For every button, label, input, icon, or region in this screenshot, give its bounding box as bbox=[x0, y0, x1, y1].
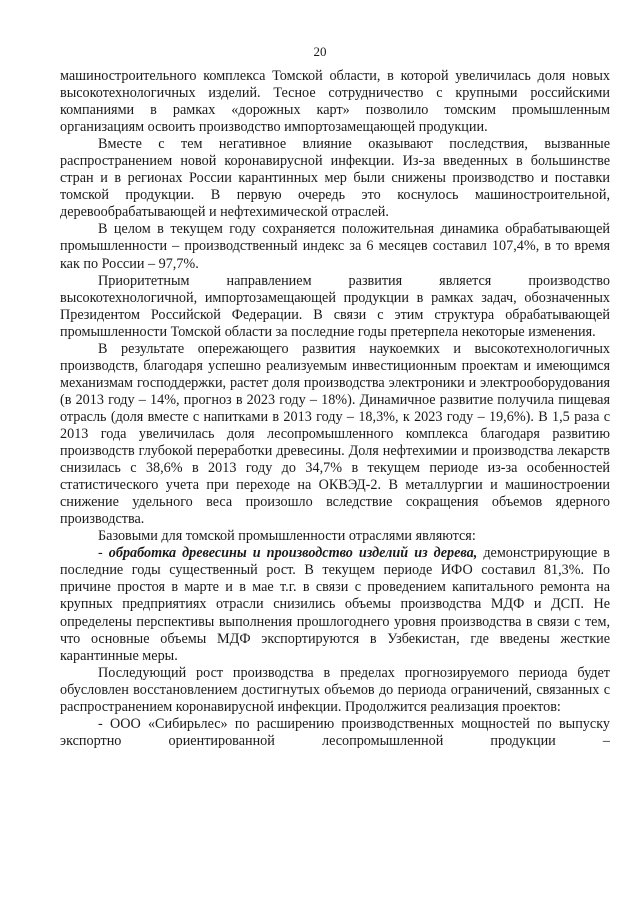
list-item-wood-processing bbox=[60, 545, 610, 664]
paragraph-priority-direction: Приоритетным направлением развития является производство высокотехнологичной, импортозамещающей продукции в рамках задач, обозначенных Президентом Российской Федерации. В связи с этим структура обрабатывающей промышленности Томской области за последние годы претерпела некоторые изменения. bbox=[60, 272, 610, 340]
paragraph-future-growth: Последующий рост производства в пределах прогнозируемого периода будет обусловлен восстановлением достигнутых объемов до периода ограничений, связанных с распространением коронавирусной инфекции. Продолжится реализация проектов: bbox=[60, 664, 610, 715]
list-item-title: обработка древесины и производство изделий из дерева, bbox=[108, 545, 478, 562]
document-body bbox=[60, 68, 610, 750]
paragraph-continued: машиностроительного комплекса Томской области, в которой увеличилась доля новых высокотехнологичных изделий. Тесное сотрудничество с крупными российскими компаниями в рамках «дорожных карт» позволило томским промышленным организациям освоить производство импортозамещающей продукции. bbox=[60, 68, 610, 136]
paragraph-coronavirus-impact: Вместе с тем негативное влияние оказывают последствия, вызванные распространением новой коронавирусной инфекции. Из-за введенных в большинстве стран и в регионах России карантинных мер были снижены производство и поставки томской продукции. В первую очередь это коснулось машиностроительной, деревообрабатывающей и нефтехимической отраслей. bbox=[60, 136, 610, 221]
paragraph-production-index: В целом в текущем году сохраняется положительная динамика обрабатывающей промышленности – производственный индекс за 6 месяцев составил 107,4%, в то время как по России – 97,7%. bbox=[60, 221, 610, 272]
page-number: 20 bbox=[313, 44, 327, 59]
list-item-sibirles: - ООО «Сибирьлес» по расширению производственных мощностей по выпуску экспортно ориентированной лесопромышленной продукции – bbox=[60, 715, 610, 749]
paragraph-industry-structure: В результате опережающего развития наукоемких и высокотехнологичных производств, благодаря успешно реализуемым инвестиционным проектам и имеющимся механизмам господдержки, растет доля производства электроники и электрооборудования (в 2013 году – 14%, прогноз в 2023 году – 18%). Динамичное развитие получила пищевая отрасль (доля вместе с напитками в 2013 году – 18,3%, к 2023 году – 19,6%). В 1,5 раза с 2013 года увеличилась доля лесопромышленного комплекса благодаря развитию производств глубокой переработки древесины. Доля нефтехимии и производства лекарств снизилась с 38,6% в 2013 году до 34,7% в текущем периоде из-за особенностей статистического учета при переходе на ОКВЭД-2. В металлургии и машиностроении снижение удельного веса произошло вследствие сокращения объемов ядерного производства. bbox=[60, 340, 610, 528]
paragraph-base-industries: Базовыми для томской промышленности отраслями являются: bbox=[98, 528, 476, 545]
list-dash: - bbox=[98, 545, 109, 562]
list-item-text: демонстрирующие в последние годы существенный рост. В текущем периоде ИФО составил 81,3%. По причине простоя в марте и в мае т.г. в связи с проведением капитального ремонта на крупных предприятиях отрасли снизились объемы производства МДФ и ДСП. Не определены перспективы выполнения прошлогоднего уровня производства в связи с тем, что основные объемы МДФ экспортируются в Узбекистан, где введены жесткие карантинные меры. bbox=[60, 545, 610, 664]
